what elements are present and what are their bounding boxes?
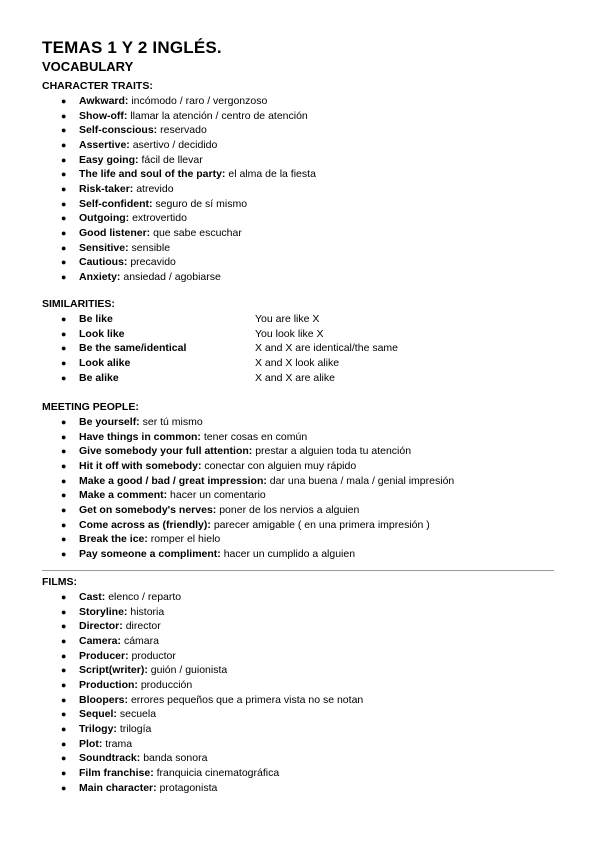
vocab-term: Director: bbox=[79, 620, 123, 633]
vocab-definition: errores pequeños que a primera vista no se notan bbox=[130, 693, 364, 706]
vocab-term: Get on somebody's nerves: bbox=[79, 503, 217, 516]
bullet-icon: ● bbox=[61, 125, 67, 136]
vocab-term: Pay someone a compliment: bbox=[79, 547, 221, 560]
bullet-icon: ● bbox=[61, 169, 67, 180]
vocab-definition: sensible bbox=[131, 241, 171, 254]
vocab-term: Be alike bbox=[79, 371, 119, 384]
vocab-term: Break the ice: bbox=[79, 533, 148, 546]
vocab-definition: producción bbox=[140, 678, 193, 691]
vocab-definition: ser tú mismo bbox=[142, 416, 203, 428]
vocab-definition: banda sonora bbox=[143, 752, 208, 765]
vocab-definition: hacer un cumplido a alguien bbox=[223, 547, 356, 560]
vocab-definition: incómodo / raro / vergonzoso bbox=[131, 95, 268, 107]
bullet-icon: ● bbox=[61, 738, 67, 749]
bullet-icon: ● bbox=[61, 154, 67, 165]
bullet-icon: ● bbox=[61, 635, 67, 646]
vocab-definition: X and X look alike bbox=[255, 356, 340, 369]
vocab-definition: elenco / reparto bbox=[108, 591, 182, 603]
list-item bbox=[0, 327, 600, 342]
list-meeting-people bbox=[0, 415, 600, 562]
list-item bbox=[0, 781, 600, 796]
list-item bbox=[0, 619, 600, 634]
vocab-definition: extrovertido bbox=[132, 212, 187, 225]
list-item bbox=[0, 634, 600, 649]
list-item bbox=[0, 518, 600, 533]
list-item bbox=[0, 255, 600, 270]
vocab-definition: protagonista bbox=[159, 781, 218, 794]
list-item bbox=[0, 737, 600, 752]
vocab-term: Cautious: bbox=[79, 256, 128, 269]
bullet-icon: ● bbox=[61, 548, 67, 559]
vocab-term: Production: bbox=[79, 678, 138, 691]
list-item bbox=[0, 605, 600, 620]
vocab-definition: productor bbox=[131, 649, 176, 662]
bullet-icon: ● bbox=[61, 446, 67, 457]
list-films bbox=[0, 590, 600, 795]
vocab-term: Outgoing: bbox=[79, 212, 130, 225]
vocab-term: Good listener: bbox=[79, 226, 151, 239]
list-item bbox=[0, 649, 600, 664]
bullet-icon: ● bbox=[61, 139, 67, 150]
vocab-term: Easy going: bbox=[79, 153, 139, 166]
vocab-definition: romper el hielo bbox=[150, 533, 221, 546]
list-item bbox=[0, 312, 600, 327]
list-item bbox=[0, 211, 600, 226]
vocab-term: The life and soul of the party: bbox=[79, 168, 226, 181]
vocab-term: Bloopers: bbox=[79, 693, 129, 706]
bullet-icon: ● bbox=[61, 417, 67, 427]
bullet-icon: ● bbox=[61, 314, 67, 324]
vocab-definition: guión / guionista bbox=[150, 664, 228, 677]
bullet-icon: ● bbox=[61, 650, 67, 661]
list-item bbox=[0, 430, 600, 445]
vocab-term: Camera: bbox=[79, 634, 122, 647]
list-item bbox=[0, 532, 600, 547]
vocab-definition: X and X are identical/the same bbox=[255, 342, 399, 355]
vocab-definition: franquicia cinematográfica bbox=[156, 766, 280, 779]
list-item bbox=[0, 693, 600, 708]
vocab-term: Hit it off with somebody: bbox=[79, 459, 202, 472]
list-item bbox=[0, 153, 600, 168]
bullet-icon: ● bbox=[61, 227, 67, 238]
vocab-definition: director bbox=[125, 620, 161, 633]
bullet-icon: ● bbox=[61, 242, 67, 253]
list-item bbox=[0, 590, 600, 605]
bullet-icon: ● bbox=[61, 519, 67, 530]
list-item bbox=[0, 415, 600, 430]
list-item bbox=[0, 123, 600, 138]
vocab-definition: fácil de llevar bbox=[141, 153, 203, 166]
vocab-definition: You are like X bbox=[255, 313, 320, 325]
vocab-definition: prestar a alguien toda tu atención bbox=[255, 445, 412, 458]
vocab-definition: ansiedad / agobiarse bbox=[123, 270, 221, 283]
bullet-icon: ● bbox=[61, 606, 67, 617]
list-item bbox=[0, 722, 600, 737]
vocab-term: Have things in common: bbox=[79, 430, 201, 443]
bullet-icon: ● bbox=[61, 679, 67, 690]
vocab-definition: You look like X bbox=[255, 327, 324, 340]
vocab-term: Risk-taker: bbox=[79, 182, 134, 195]
bullet-icon: ● bbox=[61, 372, 67, 383]
section-heading-similarities: SIMILARITIES: bbox=[42, 298, 115, 310]
list-item bbox=[0, 241, 600, 256]
vocab-term: Trilogy: bbox=[79, 722, 117, 735]
list-item bbox=[0, 663, 600, 678]
vocab-definition: tener cosas en común bbox=[203, 430, 308, 443]
bullet-icon: ● bbox=[61, 198, 67, 209]
vocab-term: Anxiety: bbox=[79, 270, 121, 283]
vocab-term: Show-off: bbox=[79, 109, 128, 122]
vocab-definition: seguro de sí mismo bbox=[155, 197, 248, 210]
list-item bbox=[0, 678, 600, 693]
list-item bbox=[0, 751, 600, 766]
vocab-term: Awkward: bbox=[79, 95, 129, 107]
vocab-term: Cast: bbox=[79, 591, 106, 603]
list-item bbox=[0, 94, 600, 109]
list-item bbox=[0, 766, 600, 781]
vocab-definition: asertivo / decidido bbox=[132, 138, 218, 151]
list-item bbox=[0, 459, 600, 474]
vocab-definition: X and X are alike bbox=[255, 371, 335, 384]
bullet-icon: ● bbox=[61, 357, 67, 368]
vocab-term: Assertive: bbox=[79, 138, 130, 151]
bullet-icon: ● bbox=[61, 460, 67, 471]
vocab-term: Look alike bbox=[79, 356, 131, 369]
bullet-icon: ● bbox=[61, 271, 67, 282]
vocab-term: Be the same/identical bbox=[79, 342, 187, 355]
vocab-term: Look like bbox=[79, 327, 125, 340]
list-item bbox=[0, 270, 600, 285]
vocab-definition: conectar con alguien muy rápido bbox=[204, 459, 357, 472]
vocab-term: Plot: bbox=[79, 737, 103, 750]
bullet-icon: ● bbox=[61, 183, 67, 194]
list-item bbox=[0, 138, 600, 153]
vocab-definition: hacer un comentario bbox=[170, 489, 266, 502]
vocab-term: Main character: bbox=[79, 781, 157, 794]
vocab-term: Make a comment: bbox=[79, 489, 168, 502]
vocab-term: Sensitive: bbox=[79, 241, 129, 254]
bullet-icon: ● bbox=[61, 694, 67, 705]
section-heading-meeting-people: MEETING PEOPLE: bbox=[42, 401, 139, 413]
vocab-term: Be like bbox=[79, 313, 113, 325]
vocab-definition: llamar la atención / centro de atención bbox=[130, 109, 308, 122]
list-item bbox=[0, 503, 600, 518]
vocab-definition: parecer amigable ( en una primera impresión ) bbox=[213, 518, 430, 531]
vocab-definition: que sabe escuchar bbox=[153, 226, 242, 239]
bullet-icon: ● bbox=[61, 767, 67, 778]
vocab-definition: cámara bbox=[123, 634, 159, 647]
list-item bbox=[0, 356, 600, 371]
bullet-icon: ● bbox=[61, 534, 67, 545]
list-item bbox=[0, 197, 600, 212]
list-character-traits bbox=[0, 94, 600, 285]
vocab-definition: atrevido bbox=[136, 182, 174, 195]
list-item bbox=[0, 341, 600, 356]
bullet-icon: ● bbox=[61, 328, 67, 339]
bullet-icon: ● bbox=[61, 475, 67, 486]
section-heading-films: FILMS: bbox=[42, 576, 77, 588]
bullet-icon: ● bbox=[61, 96, 67, 106]
section-divider bbox=[42, 570, 554, 571]
vocab-term: Script(writer): bbox=[79, 664, 148, 677]
vocab-term: Give somebody your full attention: bbox=[79, 445, 253, 458]
vocab-term: Self-confident: bbox=[79, 197, 153, 210]
bullet-icon: ● bbox=[61, 782, 67, 793]
vocab-definition: dar una buena / mala / genial impresión bbox=[269, 474, 455, 487]
vocab-definition: historia bbox=[130, 605, 165, 618]
vocab-definition: el alma de la fiesta bbox=[228, 168, 316, 181]
bullet-icon: ● bbox=[61, 592, 67, 602]
vocab-definition: poner de los nervios a alguien bbox=[219, 503, 360, 516]
bullet-icon: ● bbox=[61, 213, 67, 224]
vocab-term: Producer: bbox=[79, 649, 129, 662]
vocab-term: Make a good / bad / great impression: bbox=[79, 474, 267, 487]
bullet-icon: ● bbox=[61, 257, 67, 268]
bullet-icon: ● bbox=[61, 709, 67, 720]
vocab-term: Storyline: bbox=[79, 605, 128, 618]
vocab-definition: trama bbox=[105, 737, 133, 750]
bullet-icon: ● bbox=[61, 110, 67, 121]
list-item bbox=[0, 182, 600, 197]
vocab-definition: reservado bbox=[160, 124, 207, 137]
list-item bbox=[0, 474, 600, 489]
bullet-icon: ● bbox=[61, 665, 67, 676]
list-item bbox=[0, 488, 600, 503]
vocab-definition: trilogía bbox=[119, 722, 152, 735]
bullet-icon: ● bbox=[61, 723, 67, 734]
section-heading-character-traits: CHARACTER TRAITS: bbox=[42, 80, 153, 92]
page-title: TEMAS 1 Y 2 INGLÉS. bbox=[42, 38, 222, 57]
vocab-term: Be yourself: bbox=[79, 416, 140, 428]
list-item bbox=[0, 547, 600, 562]
bullet-icon: ● bbox=[61, 504, 67, 515]
list-item bbox=[0, 371, 600, 386]
vocab-definition: precavido bbox=[130, 256, 176, 269]
vocab-term: Come across as (friendly): bbox=[79, 518, 211, 531]
vocab-definition: secuela bbox=[119, 708, 157, 721]
bullet-icon: ● bbox=[61, 431, 67, 442]
vocab-term: Self-conscious: bbox=[79, 124, 158, 137]
list-item bbox=[0, 226, 600, 241]
page-subtitle: VOCABULARY bbox=[42, 59, 134, 74]
bullet-icon: ● bbox=[61, 343, 67, 354]
list-item bbox=[0, 707, 600, 722]
list-item bbox=[0, 109, 600, 124]
list-similarities bbox=[0, 312, 600, 385]
bullet-icon: ● bbox=[61, 621, 67, 632]
vocab-term: Sequel: bbox=[79, 708, 117, 721]
list-item bbox=[0, 444, 600, 459]
list-item bbox=[0, 167, 600, 182]
bullet-icon: ● bbox=[61, 753, 67, 764]
vocab-term: Soundtrack: bbox=[79, 752, 141, 765]
vocab-term: Film franchise: bbox=[79, 766, 154, 779]
bullet-icon: ● bbox=[61, 490, 67, 501]
